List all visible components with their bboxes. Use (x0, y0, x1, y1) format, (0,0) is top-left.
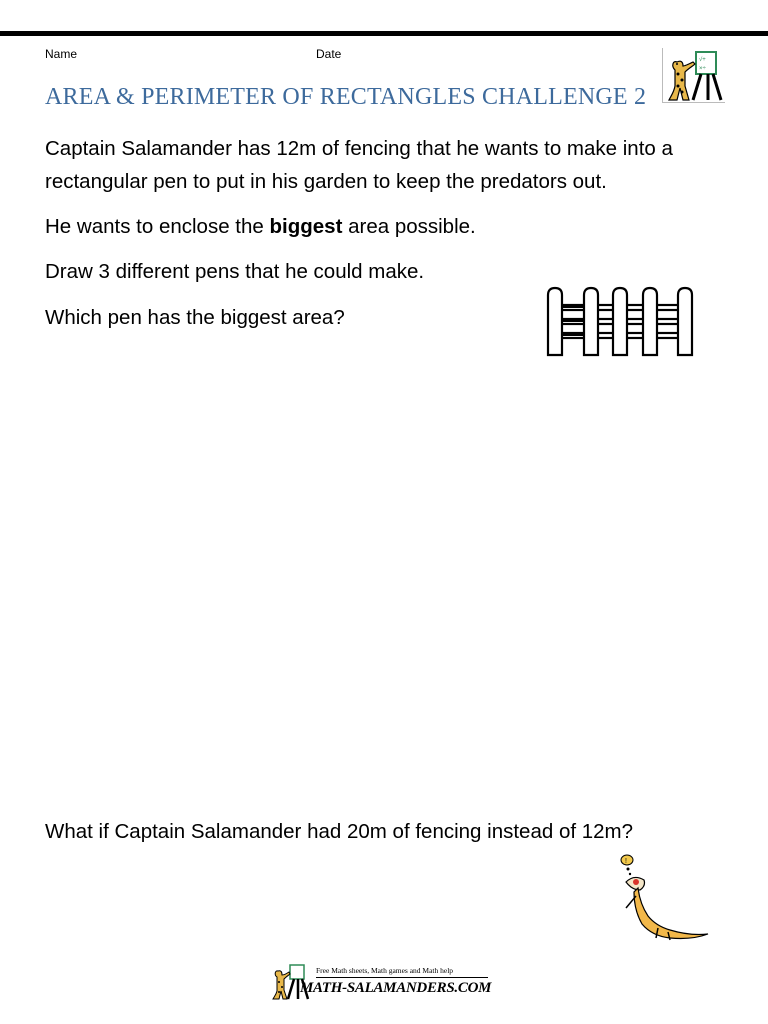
date-label: Date (316, 47, 342, 61)
footer-rule (316, 977, 488, 978)
footer-tagline: Free Math sheets, Math games and Math help (316, 966, 454, 975)
svg-text:√+: √+ (699, 57, 706, 63)
name-label: Name (45, 47, 78, 61)
problem-intro-text: Captain Salamander has 12m of fencing that he wants to make into a rectangular pen to put in his garden to keep the predators out. (45, 137, 673, 193)
goal-sentence (45, 210, 476, 243)
goal-text-bold: biggest (269, 215, 343, 238)
question-biggest-area: Which pen has the biggest area? (45, 306, 345, 329)
salamander-thinking-icon (612, 852, 716, 942)
svg-text:!: ! (625, 858, 627, 865)
follow-up-question: What if Captain Salamander had 20m of fencing instead of 12m? (45, 820, 634, 843)
page-title: AREA & PERIMETER OF RECTANGLES CHALLENGE 2 (45, 84, 647, 110)
fence-icon (545, 285, 695, 359)
goal-text-before: He wants to enclose the (45, 215, 270, 238)
top-rule (0, 31, 768, 36)
goal-text-after: area possible. (342, 215, 476, 238)
problem-intro (45, 132, 705, 198)
footer-site-name: MATH-SALAMANDERS.COM (300, 980, 492, 996)
draw-instruction: Draw 3 different pens that he could make. (45, 260, 425, 283)
svg-text:×÷: ×÷ (699, 66, 706, 72)
salamander-easel-logo-icon (662, 48, 725, 103)
